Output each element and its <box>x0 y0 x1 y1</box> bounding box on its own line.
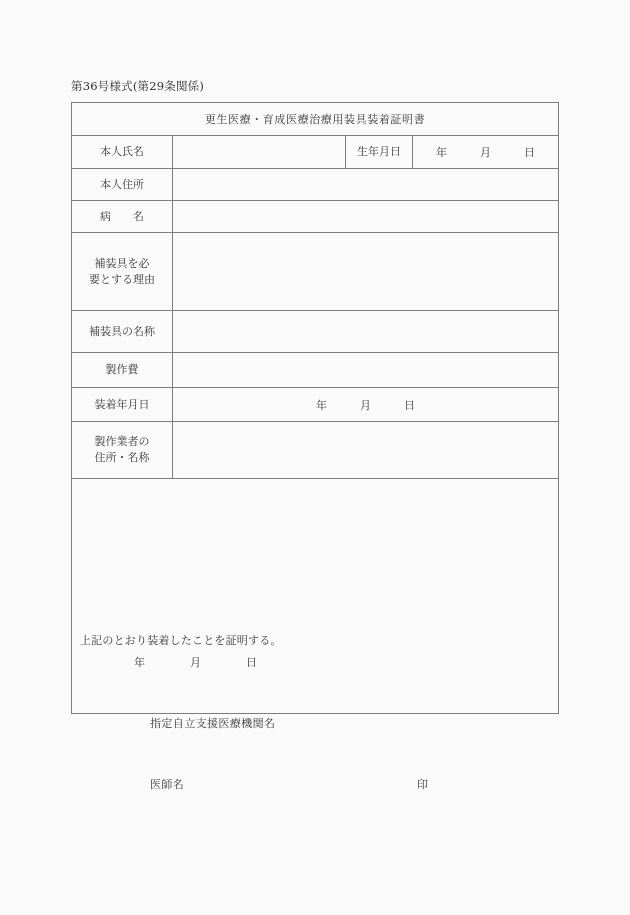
table-row-reason <box>72 233 559 311</box>
label-personal-name: 本人氏名 <box>72 136 173 169</box>
field-production-cost[interactable] <box>173 353 559 388</box>
table-row-manufacturer <box>72 422 559 479</box>
label-reason-line1: 補装具を必 <box>94 256 150 270</box>
field-reason[interactable] <box>173 233 559 311</box>
table-row-fitting-date <box>72 388 559 422</box>
label-fitting-date: 装着年月日 <box>72 388 173 422</box>
field-disease-name[interactable] <box>173 201 559 233</box>
label-reason-line2: 要とする理由 <box>89 272 155 286</box>
certification-date[interactable]: 年 月 日 <box>134 656 258 669</box>
field-appliance-name[interactable] <box>173 311 559 353</box>
field-personal-name[interactable] <box>173 136 346 169</box>
table-row-title <box>72 103 559 136</box>
form-number-heading: 第36号様式(第29条関係) <box>71 79 205 93</box>
label-reason <box>72 233 173 311</box>
certification-block <box>72 479 559 791</box>
field-fitting-date[interactable]: 年 月 日 <box>173 388 559 422</box>
label-designated-institution[interactable]: 指定自立支援医療機関名 <box>150 717 276 730</box>
label-date-of-birth: 生年月日 <box>346 136 413 169</box>
label-manufacturer-line1: 製作業者の <box>94 435 150 449</box>
document-title: 更生医療・育成医療治療用装具装着証明書 <box>72 103 559 136</box>
table-row-appliance-name <box>72 311 559 353</box>
table-row-certification <box>72 479 559 714</box>
label-manufacturer-line2: 住所・名称 <box>94 451 150 464</box>
label-appliance-name: 補装具の名称 <box>72 311 173 353</box>
label-production-cost: 製作費 <box>72 353 173 388</box>
label-manufacturer <box>72 422 173 479</box>
certificate-table <box>71 102 559 791</box>
certification-statement: 上記のとおり装着したことを証明する。 <box>80 634 282 647</box>
table-row-disease <box>72 201 559 233</box>
label-disease-name: 病 名 <box>72 201 173 233</box>
seal-mark: 印 <box>417 778 428 791</box>
field-manufacturer[interactable] <box>173 422 559 479</box>
table-row-name <box>72 136 559 169</box>
table-row-address <box>72 169 559 201</box>
field-personal-address[interactable] <box>173 169 559 201</box>
table-row-cost <box>72 353 559 388</box>
label-personal-address: 本人住所 <box>72 169 173 201</box>
label-doctor-name[interactable]: 医師名 <box>150 778 185 791</box>
field-date-of-birth[interactable]: 年 月 日 <box>413 136 559 169</box>
